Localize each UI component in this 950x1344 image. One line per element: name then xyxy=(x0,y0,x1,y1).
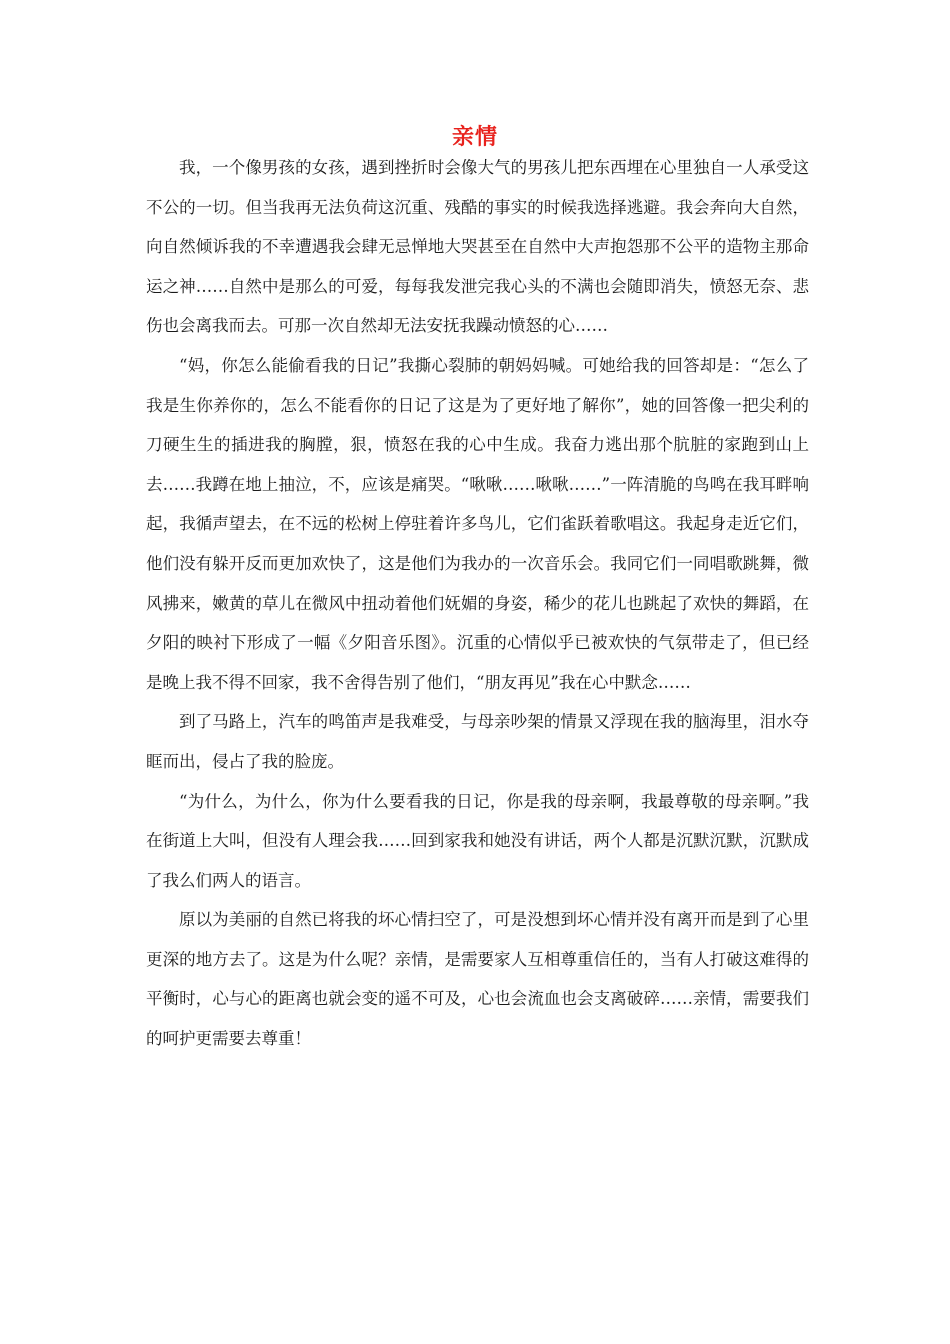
paragraph-3: 到了马路上，汽车的鸣笛声是我难受，与母亲吵架的情景又浮现在我的脑海里，泪水夺眶而出，侵占了我的脸庞。 xyxy=(146,712,809,771)
document-title: 亲情 xyxy=(451,124,498,150)
paragraph-1: 我，一个像男孩的女孩，遇到挫折时会像大气的男孩儿把东西埋在心里独自一人承受这不公的一切。但当我再无法负荷这沉重、残酷的事实的时候我选择逃避。我会奔向大自然，向自然倾诉我的不幸遭遇我会肆无忌惮地大哭甚至在自然中大声抱怨那不公平的造物主那命运之神……自然中是那么的可爱，每每我发泄完我心头的不满也会随即消失，愤怒无奈、悲伤也会离我而去。可那一次自然却无法安抚我躁动愤怒的心…… xyxy=(146,158,809,336)
paragraph-4: “为什么，为什么，你为什么要看我的日记，你是我的母亲啊，我最尊敬的母亲啊。”我在街道上大叫，但没有人理会我……回到家我和她没有讲话，两个人都是沉默沉默，沉默成了我么们两人的语言。 xyxy=(146,791,809,890)
paragraph-5: 原以为美丽的自然已将我的坏心情扫空了，可是没想到坏心情并没有离开而是到了心里更深的地方去了。这是为什么呢？亲情，是需要家人互相尊重信任的，当有人打破这难得的平衡时，心与心的距离也就会变的遥不可及，心也会流血也会支离破碎……亲情，需要我们的呵护更需要去尊重！ xyxy=(146,910,809,1049)
paragraph-2: “妈，你怎么能偷看我的日记”我撕心裂肺的朝妈妈喊。可她给我的回答却是：“怎么了我是生你养你的，怎么不能看你的日记了这是为了更好地了解你”，她的回答像一把尖利的刀硬生生的插进我的胸膛，狠，愤怒在我的心中生成。我奋力逃出那个肮脏的家跑到山上去……我蹲在地上抽泣，不，应该是痛哭。“啾啾……啾啾……”一阵清脆的鸟鸣在我耳畔响起，我循声望去，在不远的松树上停驻着许多鸟儿，它们雀跃着歌唱这。我起身走近它们，他们没有躲开反而更加欢快了，这是他们为我办的一次音乐会。我同它们一同唱歌跳舞，微风拂来，嫩黄的草儿在微风中扭动着他们妩媚的身姿，稀少的花儿也跳起了欢快的舞蹈，在夕阳的映衬下形成了一幅《夕阳音乐图》。沉重的心情似乎已被欢快的气氛带走了，但已经是晚上我不得不回家，我不舍得告别了他们，“朋友再见”我在心中默念…… xyxy=(146,355,809,692)
document-body xyxy=(146,148,809,1059)
